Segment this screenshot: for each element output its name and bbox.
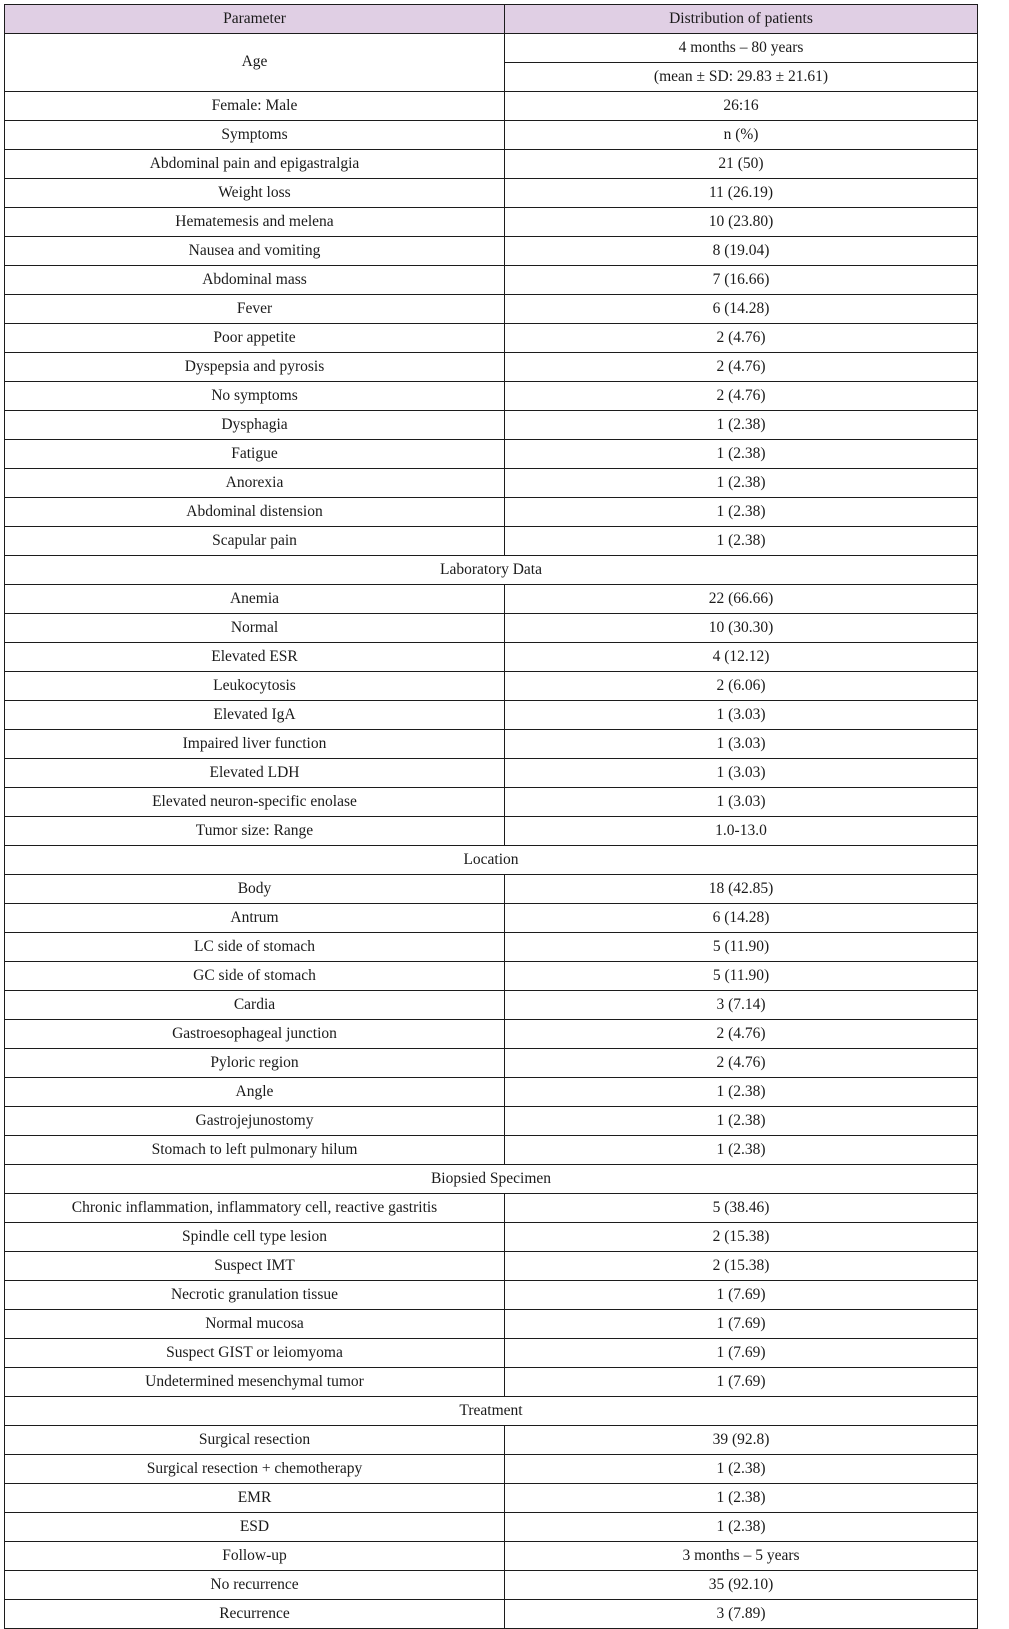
- parameter-label: No symptoms: [5, 382, 505, 411]
- distribution-value: 7 (16.66): [505, 266, 978, 295]
- parameter-label: Impaired liver function: [5, 730, 505, 759]
- table-row: [5, 701, 978, 730]
- parameter-label: Antrum: [5, 904, 505, 933]
- distribution-value: 2 (4.76): [505, 382, 978, 411]
- parameter-label: Female: Male: [5, 92, 505, 121]
- column-header-distribution: Distribution of patients: [505, 5, 978, 34]
- distribution-value: 5 (11.90): [505, 962, 978, 991]
- distribution-value: 11 (26.19): [505, 179, 978, 208]
- parameter-label: Suspect IMT: [5, 1252, 505, 1281]
- parameter-label: Fatigue: [5, 440, 505, 469]
- parameter-label: Undetermined mesenchymal tumor: [5, 1368, 505, 1397]
- section-header-label: Location: [5, 846, 978, 875]
- table-row: [5, 440, 978, 469]
- table-row: [5, 382, 978, 411]
- parameter-label: Surgical resection: [5, 1426, 505, 1455]
- table-row: [5, 614, 978, 643]
- column-header-parameter: Parameter: [5, 5, 505, 34]
- table-row: [5, 585, 978, 614]
- parameter-label: Elevated IgA: [5, 701, 505, 730]
- distribution-value: 2 (15.38): [505, 1223, 978, 1252]
- distribution-value: 1 (2.38): [505, 1078, 978, 1107]
- table-row: [5, 672, 978, 701]
- parameter-label: Necrotic granulation tissue: [5, 1281, 505, 1310]
- parameter-label: Nausea and vomiting: [5, 237, 505, 266]
- table-section-row: [5, 846, 978, 875]
- section-header-label: Biopsied Specimen: [5, 1165, 978, 1194]
- distribution-value: 2 (4.76): [505, 1020, 978, 1049]
- table-row: [5, 1368, 978, 1397]
- distribution-value: 1 (2.38): [505, 1136, 978, 1165]
- distribution-value: 26:16: [505, 92, 978, 121]
- table-row: [5, 1513, 978, 1542]
- parameter-label: Symptoms: [5, 121, 505, 150]
- distribution-value: 2 (15.38): [505, 1252, 978, 1281]
- parameter-label: Elevated LDH: [5, 759, 505, 788]
- table-row: [5, 353, 978, 382]
- table-row: [5, 469, 978, 498]
- distribution-value: 10 (30.30): [505, 614, 978, 643]
- distribution-value: n (%): [505, 121, 978, 150]
- parameter-label: Weight loss: [5, 179, 505, 208]
- table-header-row: [5, 5, 978, 34]
- parameter-label: Spindle cell type lesion: [5, 1223, 505, 1252]
- table-row: [5, 643, 978, 672]
- distribution-value: 1 (7.69): [505, 1281, 978, 1310]
- table-row: [5, 411, 978, 440]
- table-row: [5, 1252, 978, 1281]
- section-header-label: Treatment: [5, 1397, 978, 1426]
- distribution-value: 1 (2.38): [505, 1455, 978, 1484]
- table-row: [5, 179, 978, 208]
- table-row: [5, 991, 978, 1020]
- parameter-label: Poor appetite: [5, 324, 505, 353]
- parameter-label: Chronic inflammation, inflammatory cell, reactive gastritis: [5, 1194, 505, 1223]
- parameter-label: Suspect GIST or leiomyoma: [5, 1339, 505, 1368]
- table-row: [5, 1600, 978, 1629]
- parameter-label: GC side of stomach: [5, 962, 505, 991]
- parameter-label: Normal mucosa: [5, 1310, 505, 1339]
- distribution-value: 1 (2.38): [505, 1513, 978, 1542]
- distribution-value: 1 (2.38): [505, 411, 978, 440]
- distribution-value: 1 (3.03): [505, 788, 978, 817]
- table-row: [5, 1310, 978, 1339]
- table-row: [5, 962, 978, 991]
- table-row: [5, 150, 978, 179]
- distribution-value: 5 (38.46): [505, 1194, 978, 1223]
- parameter-label: Anemia: [5, 585, 505, 614]
- parameter-label: Dyspepsia and pyrosis: [5, 353, 505, 382]
- parameter-label: Elevated ESR: [5, 643, 505, 672]
- table-row: [5, 1107, 978, 1136]
- parameter-label: Body: [5, 875, 505, 904]
- section-header-label: Laboratory Data: [5, 556, 978, 585]
- table-header: [5, 5, 978, 34]
- table-row: [5, 730, 978, 759]
- table-row: [5, 1223, 978, 1252]
- parameter-label: LC side of stomach: [5, 933, 505, 962]
- distribution-value: 1 (2.38): [505, 1107, 978, 1136]
- distribution-value: 2 (4.76): [505, 353, 978, 382]
- distribution-value: 1 (7.69): [505, 1310, 978, 1339]
- parameter-label: Age: [5, 34, 505, 92]
- distribution-value: 39 (92.8): [505, 1426, 978, 1455]
- table-row: [5, 237, 978, 266]
- table-row: [5, 1194, 978, 1223]
- table-row: [5, 121, 978, 150]
- distribution-value: 22 (66.66): [505, 585, 978, 614]
- parameter-label: Angle: [5, 1078, 505, 1107]
- parameter-label: Recurrence: [5, 1600, 505, 1629]
- parameter-label: No recurrence: [5, 1571, 505, 1600]
- distribution-value: 1 (2.38): [505, 440, 978, 469]
- table-row: [5, 34, 978, 63]
- distribution-value: 1 (3.03): [505, 730, 978, 759]
- table-row: [5, 324, 978, 353]
- table-row: [5, 1020, 978, 1049]
- parameter-label: EMR: [5, 1484, 505, 1513]
- table-row: [5, 1136, 978, 1165]
- table-row: [5, 266, 978, 295]
- distribution-value: 21 (50): [505, 150, 978, 179]
- parameter-label: Tumor size: Range: [5, 817, 505, 846]
- parameter-label: Gastrojejunostomy: [5, 1107, 505, 1136]
- parameter-label: ESD: [5, 1513, 505, 1542]
- parameter-label: Fever: [5, 295, 505, 324]
- table-body: [5, 34, 978, 1629]
- distribution-value: 5 (11.90): [505, 933, 978, 962]
- table-row: [5, 1426, 978, 1455]
- table-section-row: [5, 556, 978, 585]
- table-row: [5, 759, 978, 788]
- distribution-value: 4 months – 80 years: [505, 34, 978, 63]
- table-row: [5, 904, 978, 933]
- parameter-label: Abdominal distension: [5, 498, 505, 527]
- distribution-value: 10 (23.80): [505, 208, 978, 237]
- table-row: [5, 875, 978, 904]
- distribution-value: 18 (42.85): [505, 875, 978, 904]
- table-row: [5, 1281, 978, 1310]
- distribution-value: 1 (3.03): [505, 759, 978, 788]
- parameter-label: Follow-up: [5, 1542, 505, 1571]
- table-row: [5, 1455, 978, 1484]
- parameter-label: Hematemesis and melena: [5, 208, 505, 237]
- parameter-label: Stomach to left pulmonary hilum: [5, 1136, 505, 1165]
- parameter-label: Surgical resection + chemotherapy: [5, 1455, 505, 1484]
- table-row: [5, 527, 978, 556]
- distribution-value: 1 (2.38): [505, 527, 978, 556]
- distribution-value: 6 (14.28): [505, 904, 978, 933]
- parameter-label: Gastroesophageal junction: [5, 1020, 505, 1049]
- table-row: [5, 498, 978, 527]
- parameter-label: Abdominal pain and epigastralgia: [5, 150, 505, 179]
- distribution-value: 3 (7.14): [505, 991, 978, 1020]
- distribution-value: 2 (4.76): [505, 324, 978, 353]
- distribution-value: 4 (12.12): [505, 643, 978, 672]
- table-row: [5, 788, 978, 817]
- table-row: [5, 1339, 978, 1368]
- table-row: [5, 1484, 978, 1513]
- distribution-value: 8 (19.04): [505, 237, 978, 266]
- table-row: [5, 92, 978, 121]
- parameter-label: Abdominal mass: [5, 266, 505, 295]
- parameter-label: Cardia: [5, 991, 505, 1020]
- table-row: [5, 817, 978, 846]
- parameter-label: Normal: [5, 614, 505, 643]
- parameter-label: Anorexia: [5, 469, 505, 498]
- patient-distribution-table: [4, 4, 978, 1629]
- table-row: [5, 1571, 978, 1600]
- parameter-label: Leukocytosis: [5, 672, 505, 701]
- table-section-row: [5, 1165, 978, 1194]
- parameter-label: Elevated neuron-specific enolase: [5, 788, 505, 817]
- table-row: [5, 1078, 978, 1107]
- table-row: [5, 1542, 978, 1571]
- distribution-value: 1 (3.03): [505, 701, 978, 730]
- parameter-label: Pyloric region: [5, 1049, 505, 1078]
- distribution-value: 3 (7.89): [505, 1600, 978, 1629]
- table-row: [5, 208, 978, 237]
- distribution-value: 1.0-13.0: [505, 817, 978, 846]
- parameter-label: Scapular pain: [5, 527, 505, 556]
- distribution-value: (mean ± SD: 29.83 ± 21.61): [505, 63, 978, 92]
- distribution-value: 1 (2.38): [505, 469, 978, 498]
- table-row: [5, 295, 978, 324]
- distribution-value: 1 (7.69): [505, 1368, 978, 1397]
- distribution-value: 1 (7.69): [505, 1339, 978, 1368]
- distribution-value: 35 (92.10): [505, 1571, 978, 1600]
- parameter-label: Dysphagia: [5, 411, 505, 440]
- table-row: [5, 933, 978, 962]
- distribution-value: 6 (14.28): [505, 295, 978, 324]
- distribution-value: 3 months – 5 years: [505, 1542, 978, 1571]
- distribution-value: 2 (6.06): [505, 672, 978, 701]
- distribution-value: 1 (2.38): [505, 1484, 978, 1513]
- distribution-value: 1 (2.38): [505, 498, 978, 527]
- distribution-value: 2 (4.76): [505, 1049, 978, 1078]
- table-section-row: [5, 1397, 978, 1426]
- table-row: [5, 1049, 978, 1078]
